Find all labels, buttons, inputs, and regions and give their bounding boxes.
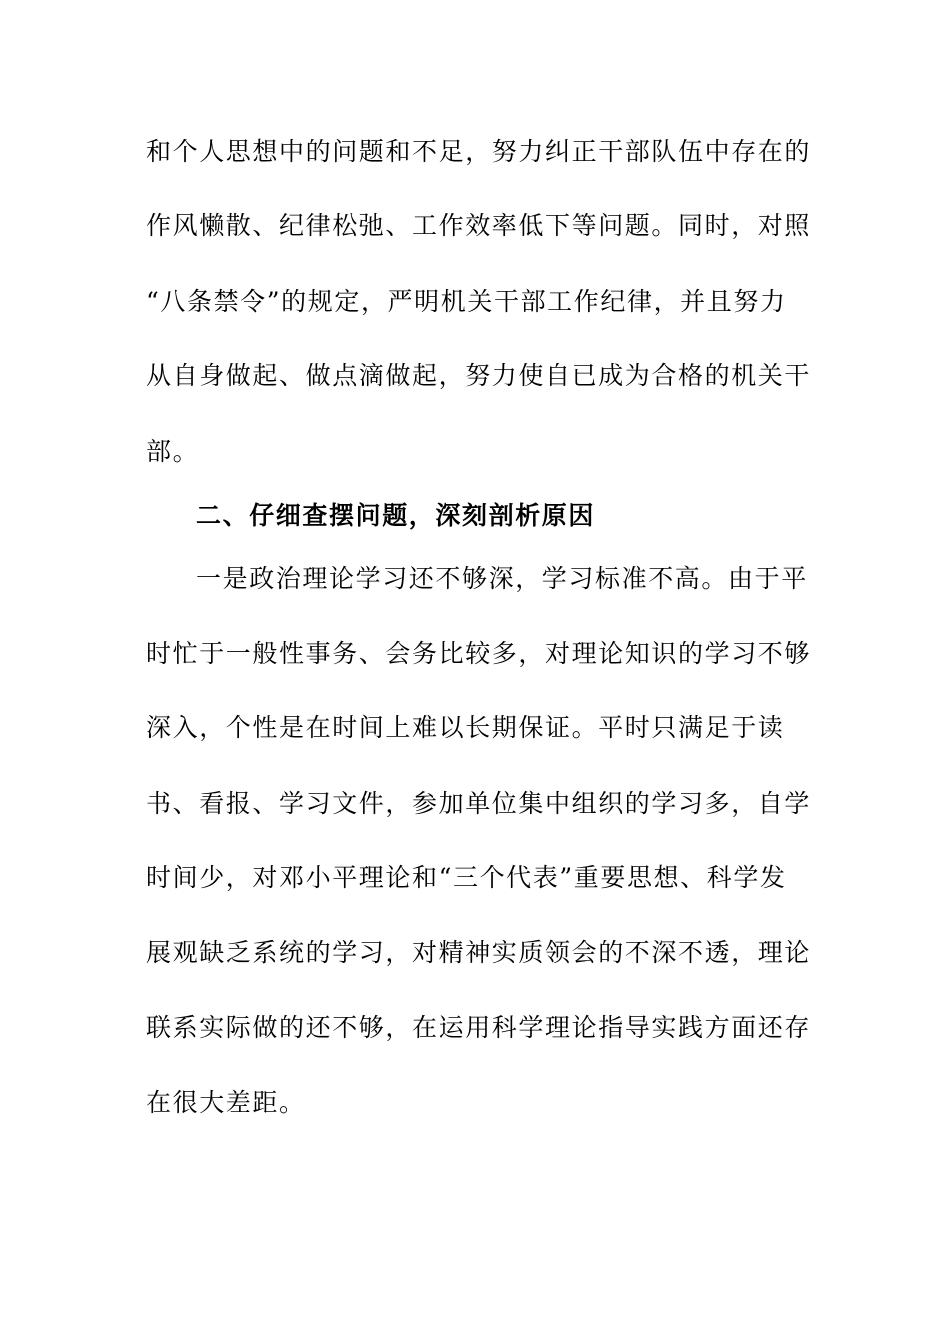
paragraph-2-line-7: 联系实际做的还不够，在运用科学理论指导实践方面还存	[146, 1013, 812, 1042]
paragraph-1-line-5: 部。	[146, 437, 200, 466]
paragraph-1-line-1: 和个人思想中的问题和不足，努力纠正干部队伍中存在的	[146, 137, 812, 166]
paragraph-2-line-1: 一是政治理论学习还不够深，学习标准不高。由于平	[196, 564, 808, 593]
paragraph-2-line-5: 时间少，对邓小平理论和“三个代表”重要思想、科学发	[146, 863, 787, 892]
section-heading: 二、仔细查摆问题，深刻剖析原因	[196, 501, 596, 530]
paragraph-2-line-2: 时忙于一般性事务、会务比较多，对理论知识的学习不够	[146, 639, 812, 668]
paragraph-2-line-4: 书、看报、学习文件，参加单位集中组织的学习多，自学	[146, 789, 812, 818]
paragraph-2-line-8: 在很大差距。	[146, 1088, 306, 1117]
paragraph-1-line-3: “八条禁令”的规定，严明机关干部工作纪律，并且努力	[146, 287, 787, 316]
paragraph-2-line-6: 展观缺乏系统的学习，对精神实质领会的不深不透，理论	[146, 938, 812, 967]
paragraph-1-line-2: 作风懒散、纪律松弛、工作效率低下等问题。同时，对照	[146, 211, 812, 240]
paragraph-2-line-3: 深入，个性是在时间上难以长期保证。平时只满足于读	[146, 713, 785, 742]
paragraph-1-line-4: 从自身做起、做点滴做起，努力使自已成为合格的机关干	[146, 361, 812, 390]
